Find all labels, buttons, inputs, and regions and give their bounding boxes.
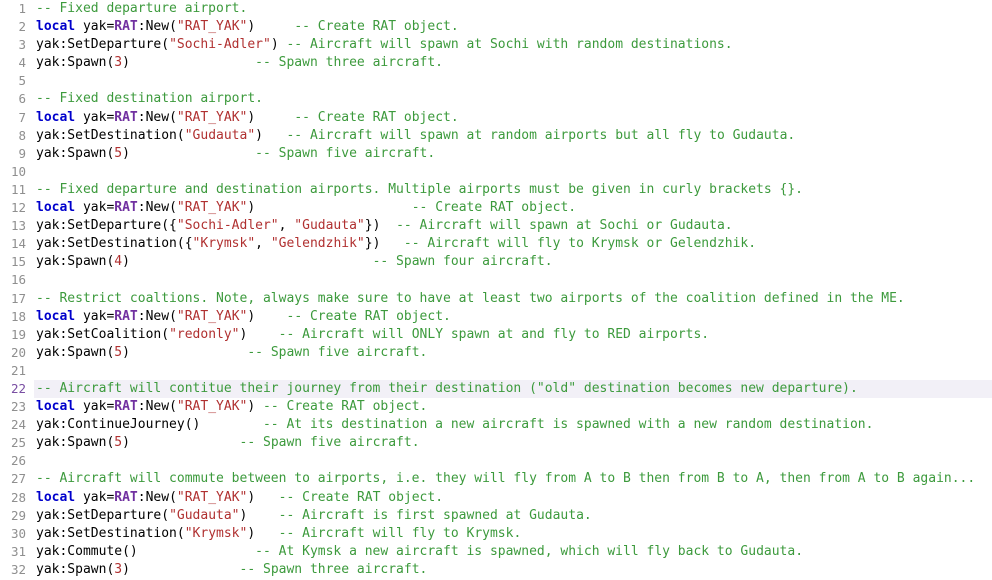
token-string: "Gudauta"	[169, 507, 240, 523]
token-string: "RAT_YAK"	[176, 109, 248, 125]
token-keyword: local	[36, 19, 76, 35]
token-plain: )	[270, 37, 287, 53]
token-plain: )	[247, 399, 264, 415]
code-line[interactable]	[0, 362, 992, 380]
code-line[interactable]	[0, 18, 992, 36]
token-plain: :New(	[137, 489, 177, 505]
token-plain: yak:Commute()	[36, 543, 256, 559]
code-line-text[interactable]	[34, 18, 992, 36]
line-number: 29	[10, 507, 26, 523]
token-plain: :New(	[137, 19, 177, 35]
token-number: 5	[114, 435, 123, 451]
code-line-text[interactable]	[34, 127, 992, 145]
token-comment: -- Spawn four aircraft.	[372, 254, 553, 270]
token-plain: )	[239, 326, 279, 342]
token-keyword: local	[36, 399, 76, 415]
line-number: 32	[10, 561, 26, 577]
code-line-text[interactable]	[34, 181, 992, 199]
line-number: 17	[10, 290, 26, 306]
code-line[interactable]	[0, 489, 992, 507]
token-class: RAT	[114, 109, 138, 125]
token-plain: :New(	[137, 308, 177, 324]
token-plain: )	[247, 308, 287, 324]
code-line[interactable]	[0, 525, 992, 543]
token-comment: -- Create RAT object.	[411, 200, 577, 216]
line-number: 25	[10, 435, 26, 451]
token-plain: yak:Spawn(	[36, 55, 115, 71]
code-line-text[interactable]	[34, 489, 992, 507]
token-plain: yak:SetDeparture({	[36, 218, 177, 234]
code-line[interactable]	[0, 543, 992, 561]
token-plain: ,	[255, 236, 271, 252]
code-line[interactable]	[0, 507, 992, 525]
code-line-text[interactable]	[34, 380, 992, 398]
code-line-text[interactable]	[34, 0, 992, 18]
token-plain: yak:SetDestination(	[36, 127, 185, 143]
line-number: 8	[18, 127, 26, 143]
code-line-text[interactable]	[34, 543, 992, 561]
token-plain: )	[247, 525, 279, 541]
token-comment: -- Aircraft will contitue their journey from their destination ("old" destination becomes new departure).	[36, 380, 858, 396]
token-plain: ,	[278, 218, 295, 234]
line-number: 6	[18, 91, 26, 107]
code-line-text[interactable]	[34, 398, 992, 416]
code-line[interactable]	[0, 181, 992, 199]
code-line-text[interactable]	[34, 199, 992, 217]
token-plain: )	[247, 109, 295, 125]
code-line-text[interactable]	[34, 452, 992, 470]
code-line[interactable]	[0, 380, 992, 398]
code-line-text[interactable]	[34, 434, 992, 452]
code-line[interactable]	[0, 127, 992, 145]
line-number: 14	[10, 236, 26, 252]
code-line-text[interactable]	[34, 416, 992, 434]
token-comment: -- Aircraft will spawn at Sochi or Gudauta.	[396, 218, 733, 234]
token-keyword: local	[36, 200, 76, 216]
code-line-text[interactable]	[34, 525, 992, 543]
line-number: 2	[18, 19, 26, 35]
line-number: 12	[10, 200, 26, 216]
token-string: "Krymsk"	[184, 525, 248, 541]
token-string: "Gelendzhik"	[270, 236, 365, 252]
token-number: 3	[114, 55, 123, 71]
token-comment: -- Create RAT object.	[286, 308, 451, 324]
line-number: 5	[18, 73, 26, 89]
code-line[interactable]	[0, 326, 992, 344]
token-comment: -- Create RAT object.	[294, 19, 459, 35]
code-line[interactable]	[0, 398, 992, 416]
code-line[interactable]	[0, 199, 992, 217]
token-class: RAT	[114, 399, 138, 415]
line-number: 7	[18, 109, 26, 125]
code-line[interactable]	[0, 109, 992, 127]
line-number: 13	[10, 218, 26, 234]
code-line[interactable]	[0, 235, 992, 253]
line-number: 24	[10, 417, 26, 433]
token-comment: -- Create RAT object.	[278, 489, 444, 505]
token-plain: yak=	[75, 308, 115, 324]
code-line[interactable]	[0, 217, 992, 235]
token-class: RAT	[114, 200, 138, 216]
token-comment: -- At Kymsk a new aircraft is spawned, which will fly back to Gudauta.	[255, 543, 804, 559]
token-plain: yak:Spawn(	[36, 344, 115, 360]
token-plain: yak=	[75, 399, 115, 415]
code-line[interactable]	[0, 434, 992, 452]
token-class: RAT	[114, 489, 138, 505]
line-number: 18	[10, 308, 26, 324]
token-string: "RAT_YAK"	[176, 19, 248, 35]
token-comment: -- Spawn five aircraft.	[247, 344, 428, 360]
token-plain: yak=	[75, 109, 115, 125]
line-number: 11	[10, 181, 26, 197]
code-line[interactable]	[0, 290, 992, 308]
line-number: 23	[10, 399, 26, 415]
line-number: 1	[18, 1, 26, 16]
code-line[interactable]	[0, 561, 992, 579]
code-line-text[interactable]	[34, 163, 992, 181]
token-class: RAT	[114, 308, 138, 324]
token-comment: -- Aircraft is first spawned at Gudauta.	[278, 507, 592, 523]
line-number: 28	[10, 489, 26, 505]
token-string: "Gudauta"	[294, 218, 365, 234]
code-line[interactable]	[0, 416, 992, 434]
token-number: 5	[114, 344, 123, 360]
code-line-text[interactable]	[34, 290, 992, 308]
line-number: 22	[10, 380, 26, 396]
line-number: 30	[10, 525, 26, 541]
token-plain: )	[122, 435, 240, 451]
token-plain: )	[122, 254, 373, 270]
token-keyword: local	[36, 109, 76, 125]
code-line-text[interactable]	[34, 561, 992, 579]
token-plain: yak:Spawn(	[36, 561, 115, 577]
line-number: 19	[10, 326, 26, 342]
code-line[interactable]	[0, 145, 992, 163]
token-comment: -- Fixed departure airport.	[36, 1, 248, 16]
code-line-text[interactable]	[34, 308, 992, 326]
token-comment: -- Create RAT object.	[294, 109, 459, 125]
token-plain: )	[247, 200, 412, 216]
code-line[interactable]	[0, 271, 992, 289]
code-line-text[interactable]	[34, 36, 992, 54]
token-plain: :New(	[137, 200, 177, 216]
code-line[interactable]	[0, 163, 992, 181]
token-comment: -- Aircraft will spawn at Sochi with random destinations.	[286, 37, 733, 53]
token-plain: yak=	[75, 19, 115, 35]
code-line-text[interactable]	[34, 326, 992, 344]
token-comment: -- Aircraft will ONLY spawn at and fly to RED airports.	[278, 326, 710, 342]
code-line-text[interactable]	[34, 72, 992, 90]
token-plain: )	[122, 561, 240, 577]
token-comment: -- Spawn five aircraft.	[239, 435, 420, 451]
token-comment: -- Restrict coaltions. Note, always make sure to have at least two airports of the coalition defined in the ME.	[36, 290, 905, 306]
token-comment: -- At its destination a new aircraft is spawned with a new random destination.	[262, 417, 874, 433]
token-plain: )	[122, 55, 256, 71]
token-plain: )	[239, 507, 279, 523]
token-comment: -- Spawn five aircraft.	[255, 145, 436, 161]
token-plain: yak=	[75, 489, 115, 505]
token-comment: -- Create RAT object.	[263, 399, 428, 415]
token-plain: )	[122, 344, 248, 360]
code-line-text[interactable]	[34, 145, 992, 163]
token-plain: yak:SetDestination({	[36, 236, 193, 252]
token-comment: -- Aircraft will spawn at random airports but all fly to Gudauta.	[286, 127, 796, 143]
line-number: 3	[18, 37, 26, 53]
code-line-text[interactable]	[34, 271, 992, 289]
token-plain: yak:SetCoalition(	[36, 326, 170, 342]
code-line[interactable]	[0, 470, 992, 488]
token-keyword: local	[36, 308, 76, 324]
code-line[interactable]	[0, 308, 992, 326]
token-plain: yak=	[75, 200, 115, 216]
code-line-text[interactable]	[34, 362, 992, 380]
token-comment: -- Aircraft will commute between to airports, i.e. they will fly from A to B then from B to A, then from A to B again...	[36, 471, 976, 487]
token-comment: -- Aircraft will fly to Krymsk or Gelendzhik.	[403, 236, 757, 252]
token-comment: -- Fixed departure and destination airports. Multiple airports must be given in curly brackets {}.	[36, 181, 804, 197]
line-number: 26	[10, 453, 26, 469]
code-line-text[interactable]	[34, 507, 992, 525]
token-plain: yak:Spawn(	[36, 145, 115, 161]
token-number: 3	[114, 561, 123, 577]
code-line[interactable]	[0, 0, 992, 18]
token-plain: yak:Spawn(	[36, 435, 115, 451]
code-line-text[interactable]	[34, 344, 992, 362]
line-number: 21	[10, 362, 26, 378]
line-number: 9	[18, 145, 26, 161]
line-number: 10	[10, 163, 26, 179]
token-string: "redonly"	[169, 326, 240, 342]
code-line[interactable]	[0, 344, 992, 362]
token-comment: -- Spawn three aircraft.	[239, 561, 428, 577]
code-line-text[interactable]	[34, 253, 992, 271]
token-plain: yak:SetDeparture(	[36, 507, 170, 523]
code-line[interactable]	[0, 54, 992, 72]
code-line-text[interactable]	[34, 235, 992, 253]
token-plain: yak:SetDestination(	[36, 525, 185, 541]
code-line[interactable]	[0, 36, 992, 54]
token-string: "RAT_YAK"	[176, 308, 248, 324]
token-plain: :New(	[137, 399, 177, 415]
token-comment: -- Aircraft will fly to Krymsk.	[278, 525, 522, 541]
code-line-text[interactable]	[34, 90, 992, 108]
code-line-text[interactable]	[34, 54, 992, 72]
token-comment: -- Spawn three aircraft.	[255, 55, 444, 71]
code-line-text[interactable]	[34, 470, 992, 488]
line-number: 31	[10, 543, 26, 559]
token-plain: )	[247, 19, 295, 35]
line-number: 27	[10, 471, 26, 487]
token-string: "Gudauta"	[184, 127, 256, 143]
line-number: 16	[10, 272, 26, 288]
code-line[interactable]	[0, 90, 992, 108]
token-number: 5	[114, 145, 123, 161]
token-plain: yak:ContinueJourney()	[36, 417, 263, 433]
token-string: "Sochi-Adler"	[176, 218, 279, 234]
line-number: 15	[10, 254, 26, 270]
token-plain: :New(	[137, 109, 177, 125]
token-string: "Krymsk"	[192, 236, 256, 252]
token-string: "RAT_YAK"	[176, 200, 248, 216]
code-line-text[interactable]	[34, 109, 992, 127]
token-plain: )	[247, 489, 279, 505]
code-line-text[interactable]	[34, 217, 992, 235]
token-keyword: local	[36, 489, 76, 505]
line-number: 20	[10, 344, 26, 360]
token-string: "Sochi-Adler"	[169, 37, 271, 53]
token-number: 4	[114, 254, 123, 270]
code-line[interactable]	[0, 452, 992, 470]
code-line[interactable]	[0, 72, 992, 90]
token-plain: yak:Spawn(	[36, 254, 115, 270]
code-line[interactable]	[0, 253, 992, 271]
token-plain: })	[364, 218, 397, 234]
token-class: RAT	[114, 19, 138, 35]
token-plain: yak:SetDeparture(	[36, 37, 170, 53]
line-number: 4	[18, 55, 26, 71]
token-plain: )	[255, 127, 287, 143]
token-plain: )	[122, 145, 256, 161]
token-comment: -- Fixed destination airport.	[36, 91, 263, 107]
token-string: "RAT_YAK"	[176, 489, 248, 505]
token-string: "RAT_YAK"	[176, 399, 248, 415]
token-plain: })	[364, 236, 404, 252]
